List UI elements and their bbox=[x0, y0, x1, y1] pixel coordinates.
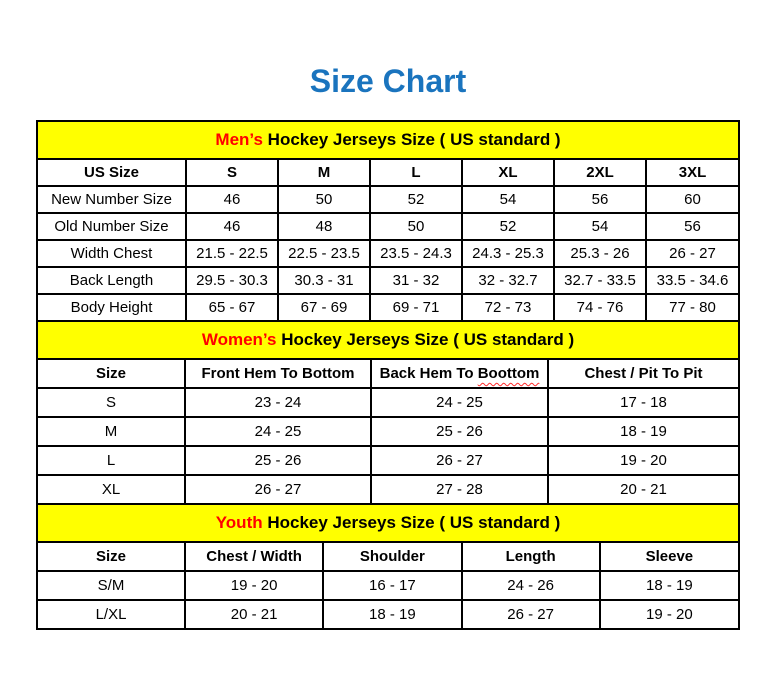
size-value: 26 - 27 bbox=[185, 475, 371, 504]
womens-banner-text: Hockey Jerseys Size ( US standard ) bbox=[276, 330, 575, 349]
size-value: 25.3 - 26 bbox=[554, 240, 646, 267]
table-row-new-number-size bbox=[38, 186, 738, 213]
size-value: 54 bbox=[554, 213, 646, 240]
size-value: 19 - 20 bbox=[548, 446, 738, 475]
back-hem-label-prefix: Back Hem To bbox=[379, 365, 478, 382]
size-value: 20 - 21 bbox=[185, 600, 323, 628]
back-hem-misspelled-word: Boottom bbox=[477, 365, 540, 382]
youth-col-sleeve: Sleeve bbox=[600, 543, 738, 571]
table-row-womens-xl bbox=[38, 475, 738, 504]
table-row-womens-m bbox=[38, 417, 738, 446]
size-value: 25 - 26 bbox=[185, 446, 371, 475]
size-value: 32 - 32.7 bbox=[462, 267, 554, 294]
size-value: 48 bbox=[278, 213, 370, 240]
size-value: 24 - 25 bbox=[185, 417, 371, 446]
mens-col-us-size: US Size bbox=[38, 160, 186, 186]
womens-section-banner bbox=[38, 322, 738, 360]
table-row-womens-s bbox=[38, 388, 738, 417]
womens-col-chest: Chest / Pit To Pit bbox=[548, 360, 738, 388]
row-label: S bbox=[38, 388, 185, 417]
size-value: 50 bbox=[278, 186, 370, 213]
row-label: M bbox=[38, 417, 185, 446]
mens-section-banner bbox=[38, 122, 738, 160]
mens-banner-text: Hockey Jerseys Size ( US standard ) bbox=[262, 130, 561, 149]
size-value: 27 - 28 bbox=[371, 475, 548, 504]
youth-section-banner bbox=[38, 505, 738, 543]
size-value: 19 - 20 bbox=[185, 571, 323, 600]
mens-col-m: M bbox=[278, 160, 370, 186]
youth-size-table bbox=[38, 543, 738, 628]
row-label: Width Chest bbox=[38, 240, 186, 267]
size-value: 30.3 - 31 bbox=[278, 267, 370, 294]
size-value: 54 bbox=[462, 186, 554, 213]
youth-banner-text: Hockey Jerseys Size ( US standard ) bbox=[262, 513, 561, 532]
page-title: Size Chart bbox=[309, 63, 467, 99]
table-row-youth-sm bbox=[38, 571, 738, 600]
row-label: New Number Size bbox=[38, 186, 186, 213]
row-label: Back Length bbox=[38, 267, 186, 294]
womens-size-table bbox=[38, 360, 738, 505]
mens-size-table bbox=[38, 160, 738, 322]
size-value: 24 - 26 bbox=[462, 571, 600, 600]
size-value: 52 bbox=[462, 213, 554, 240]
size-value: 52 bbox=[370, 186, 462, 213]
mens-col-l: L bbox=[370, 160, 462, 186]
size-value: 72 - 73 bbox=[462, 294, 554, 321]
youth-col-chest-width: Chest / Width bbox=[185, 543, 323, 571]
size-value: 74 - 76 bbox=[554, 294, 646, 321]
table-row-old-number-size bbox=[38, 213, 738, 240]
size-value: 26 - 27 bbox=[371, 446, 548, 475]
row-label: Body Height bbox=[38, 294, 186, 321]
mens-col-3xl: 3XL bbox=[646, 160, 738, 186]
row-label: S/M bbox=[38, 571, 185, 600]
table-row-back-length bbox=[38, 267, 738, 294]
mens-col-xl: XL bbox=[462, 160, 554, 186]
row-label: L bbox=[38, 446, 185, 475]
size-value: 32.7 - 33.5 bbox=[554, 267, 646, 294]
mens-col-2xl: 2XL bbox=[554, 160, 646, 186]
size-value: 60 bbox=[646, 186, 738, 213]
youth-col-length: Length bbox=[462, 543, 600, 571]
size-value: 23.5 - 24.3 bbox=[370, 240, 462, 267]
size-value: 67 - 69 bbox=[278, 294, 370, 321]
size-value: 77 - 80 bbox=[646, 294, 738, 321]
size-value: 29.5 - 30.3 bbox=[186, 267, 278, 294]
size-value: 18 - 19 bbox=[600, 571, 738, 600]
womens-col-back-hem bbox=[371, 360, 548, 388]
row-label: Old Number Size bbox=[38, 213, 186, 240]
table-row-youth-lxl bbox=[38, 600, 738, 628]
youth-header-row bbox=[38, 543, 738, 571]
size-value: 33.5 - 34.6 bbox=[646, 267, 738, 294]
mens-col-s: S bbox=[186, 160, 278, 186]
size-value: 20 - 21 bbox=[548, 475, 738, 504]
womens-header-row bbox=[38, 360, 738, 388]
size-value: 25 - 26 bbox=[371, 417, 548, 446]
size-value: 65 - 67 bbox=[186, 294, 278, 321]
youth-banner-highlight: Youth bbox=[215, 513, 263, 532]
size-value: 16 - 17 bbox=[323, 571, 461, 600]
size-value: 50 bbox=[370, 213, 462, 240]
womens-banner-highlight: Women’s bbox=[201, 330, 277, 349]
youth-col-size: Size bbox=[38, 543, 185, 571]
size-value: 18 - 19 bbox=[323, 600, 461, 628]
table-row-width-chest bbox=[38, 240, 738, 267]
size-value: 24 - 25 bbox=[371, 388, 548, 417]
size-value: 17 - 18 bbox=[548, 388, 738, 417]
womens-col-front-hem: Front Hem To Bottom bbox=[185, 360, 371, 388]
size-value: 56 bbox=[554, 186, 646, 213]
womens-col-size: Size bbox=[38, 360, 185, 388]
size-value: 26 - 27 bbox=[462, 600, 600, 628]
size-value: 21.5 - 22.5 bbox=[186, 240, 278, 267]
size-value: 18 - 19 bbox=[548, 417, 738, 446]
mens-banner-highlight: Men’s bbox=[215, 130, 263, 149]
mens-header-row bbox=[38, 160, 738, 186]
row-label: L/XL bbox=[38, 600, 185, 628]
size-value: 26 - 27 bbox=[646, 240, 738, 267]
table-row-body-height bbox=[38, 294, 738, 321]
size-value: 19 - 20 bbox=[600, 600, 738, 628]
youth-col-shoulder: Shoulder bbox=[323, 543, 461, 571]
size-chart-table-group bbox=[36, 120, 740, 630]
size-value: 46 bbox=[186, 213, 278, 240]
size-value: 31 - 32 bbox=[370, 267, 462, 294]
row-label: XL bbox=[38, 475, 185, 504]
size-value: 22.5 - 23.5 bbox=[278, 240, 370, 267]
table-row-womens-l bbox=[38, 446, 738, 475]
size-value: 24.3 - 25.3 bbox=[462, 240, 554, 267]
size-value: 46 bbox=[186, 186, 278, 213]
size-value: 56 bbox=[646, 213, 738, 240]
size-value: 69 - 71 bbox=[370, 294, 462, 321]
size-value: 23 - 24 bbox=[185, 388, 371, 417]
